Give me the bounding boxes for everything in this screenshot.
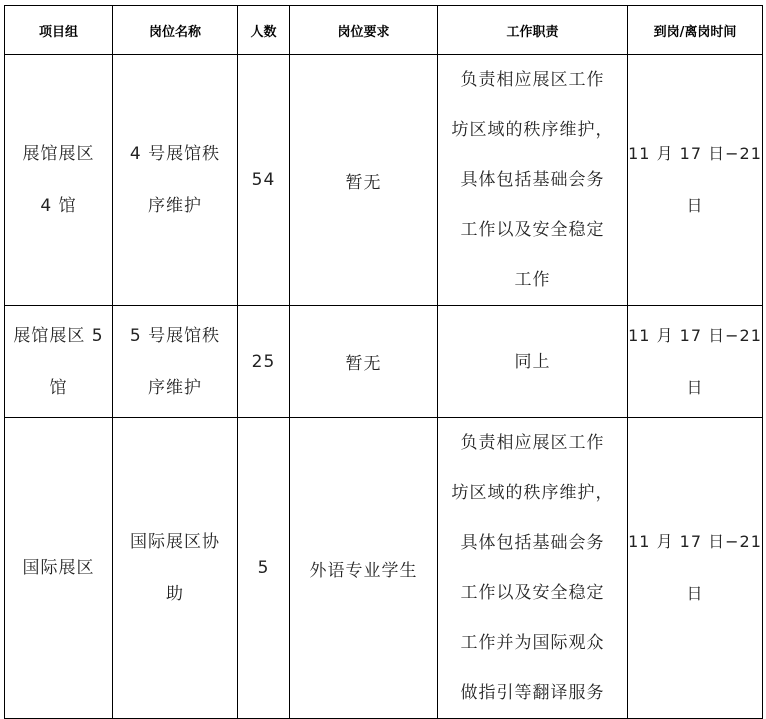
table-row	[5, 55, 763, 306]
cell-text: 11 月 17 日−21	[628, 532, 762, 551]
cell-text: 11 月 17 日−21	[628, 325, 762, 345]
cell-text: 负责相应展区工作	[460, 70, 605, 90]
cell-text: 具体包括基础会务	[460, 170, 605, 190]
cell-text: 坊区域的秩序维护，	[451, 483, 614, 503]
cell-duties	[438, 418, 628, 719]
cell-requirements: 暂无	[290, 55, 438, 306]
cell-text: 负责相应展区工作	[460, 433, 605, 453]
cell-project-group	[5, 306, 113, 418]
cell-project-group	[5, 55, 113, 306]
cell-text: 国际展区	[22, 558, 95, 578]
cell-time	[628, 418, 763, 719]
table-row	[5, 418, 763, 719]
table-row	[5, 306, 763, 418]
cell-time	[628, 306, 763, 418]
cell-requirements: 外语专业学生	[290, 418, 438, 719]
cell-text: 11 月 17 日−21	[628, 144, 762, 163]
cell-text: 日	[686, 377, 704, 397]
header-requirements: 岗位要求	[290, 6, 438, 55]
cell-text: 展馆展区 5	[13, 325, 104, 346]
staffing-table	[4, 5, 763, 719]
cell-text: 日	[686, 584, 704, 603]
header-time: 到岗/离岗时间	[628, 6, 763, 55]
header-headcount: 人数	[238, 6, 290, 55]
cell-text: 4 馆	[40, 196, 77, 216]
cell-text: 工作并为国际观众	[460, 633, 605, 653]
cell-text: 日	[686, 196, 704, 215]
cell-requirements: 暂无	[290, 306, 438, 418]
cell-position-name	[113, 306, 238, 418]
cell-position-name	[113, 418, 238, 719]
cell-text: 4 号展馆秩	[129, 144, 221, 164]
cell-text: 具体包括基础会务	[460, 533, 605, 553]
cell-text: 工作以及安全稳定	[460, 583, 605, 603]
cell-text: 坊区域的秩序维护，	[451, 120, 614, 140]
cell-headcount: 54	[238, 55, 290, 306]
cell-text: 做指引等翻译服务	[460, 683, 605, 703]
cell-project-group	[5, 418, 113, 719]
header-project-group: 项目组	[5, 6, 113, 55]
cell-text: 展馆展区	[22, 144, 95, 164]
cell-text: 助	[166, 584, 184, 604]
cell-text: 国际展区协	[130, 532, 220, 552]
cell-duties	[438, 55, 628, 306]
cell-position-name	[113, 55, 238, 306]
cell-text: 工作以及安全稳定	[460, 220, 605, 240]
cell-text: 馆	[49, 377, 68, 398]
cell-text: 同上	[514, 351, 551, 372]
cell-text: 序维护	[148, 196, 202, 216]
cell-text: 序维护	[148, 377, 202, 398]
header-row	[5, 6, 763, 55]
cell-text: 5 号展馆秩	[129, 325, 221, 346]
cell-time	[628, 55, 763, 306]
header-duties: 工作职责	[438, 6, 628, 55]
cell-duties	[438, 306, 628, 418]
header-position-name: 岗位名称	[113, 6, 238, 55]
cell-headcount: 5	[238, 418, 290, 719]
cell-headcount: 25	[238, 306, 290, 418]
cell-text: 工作	[514, 270, 551, 290]
